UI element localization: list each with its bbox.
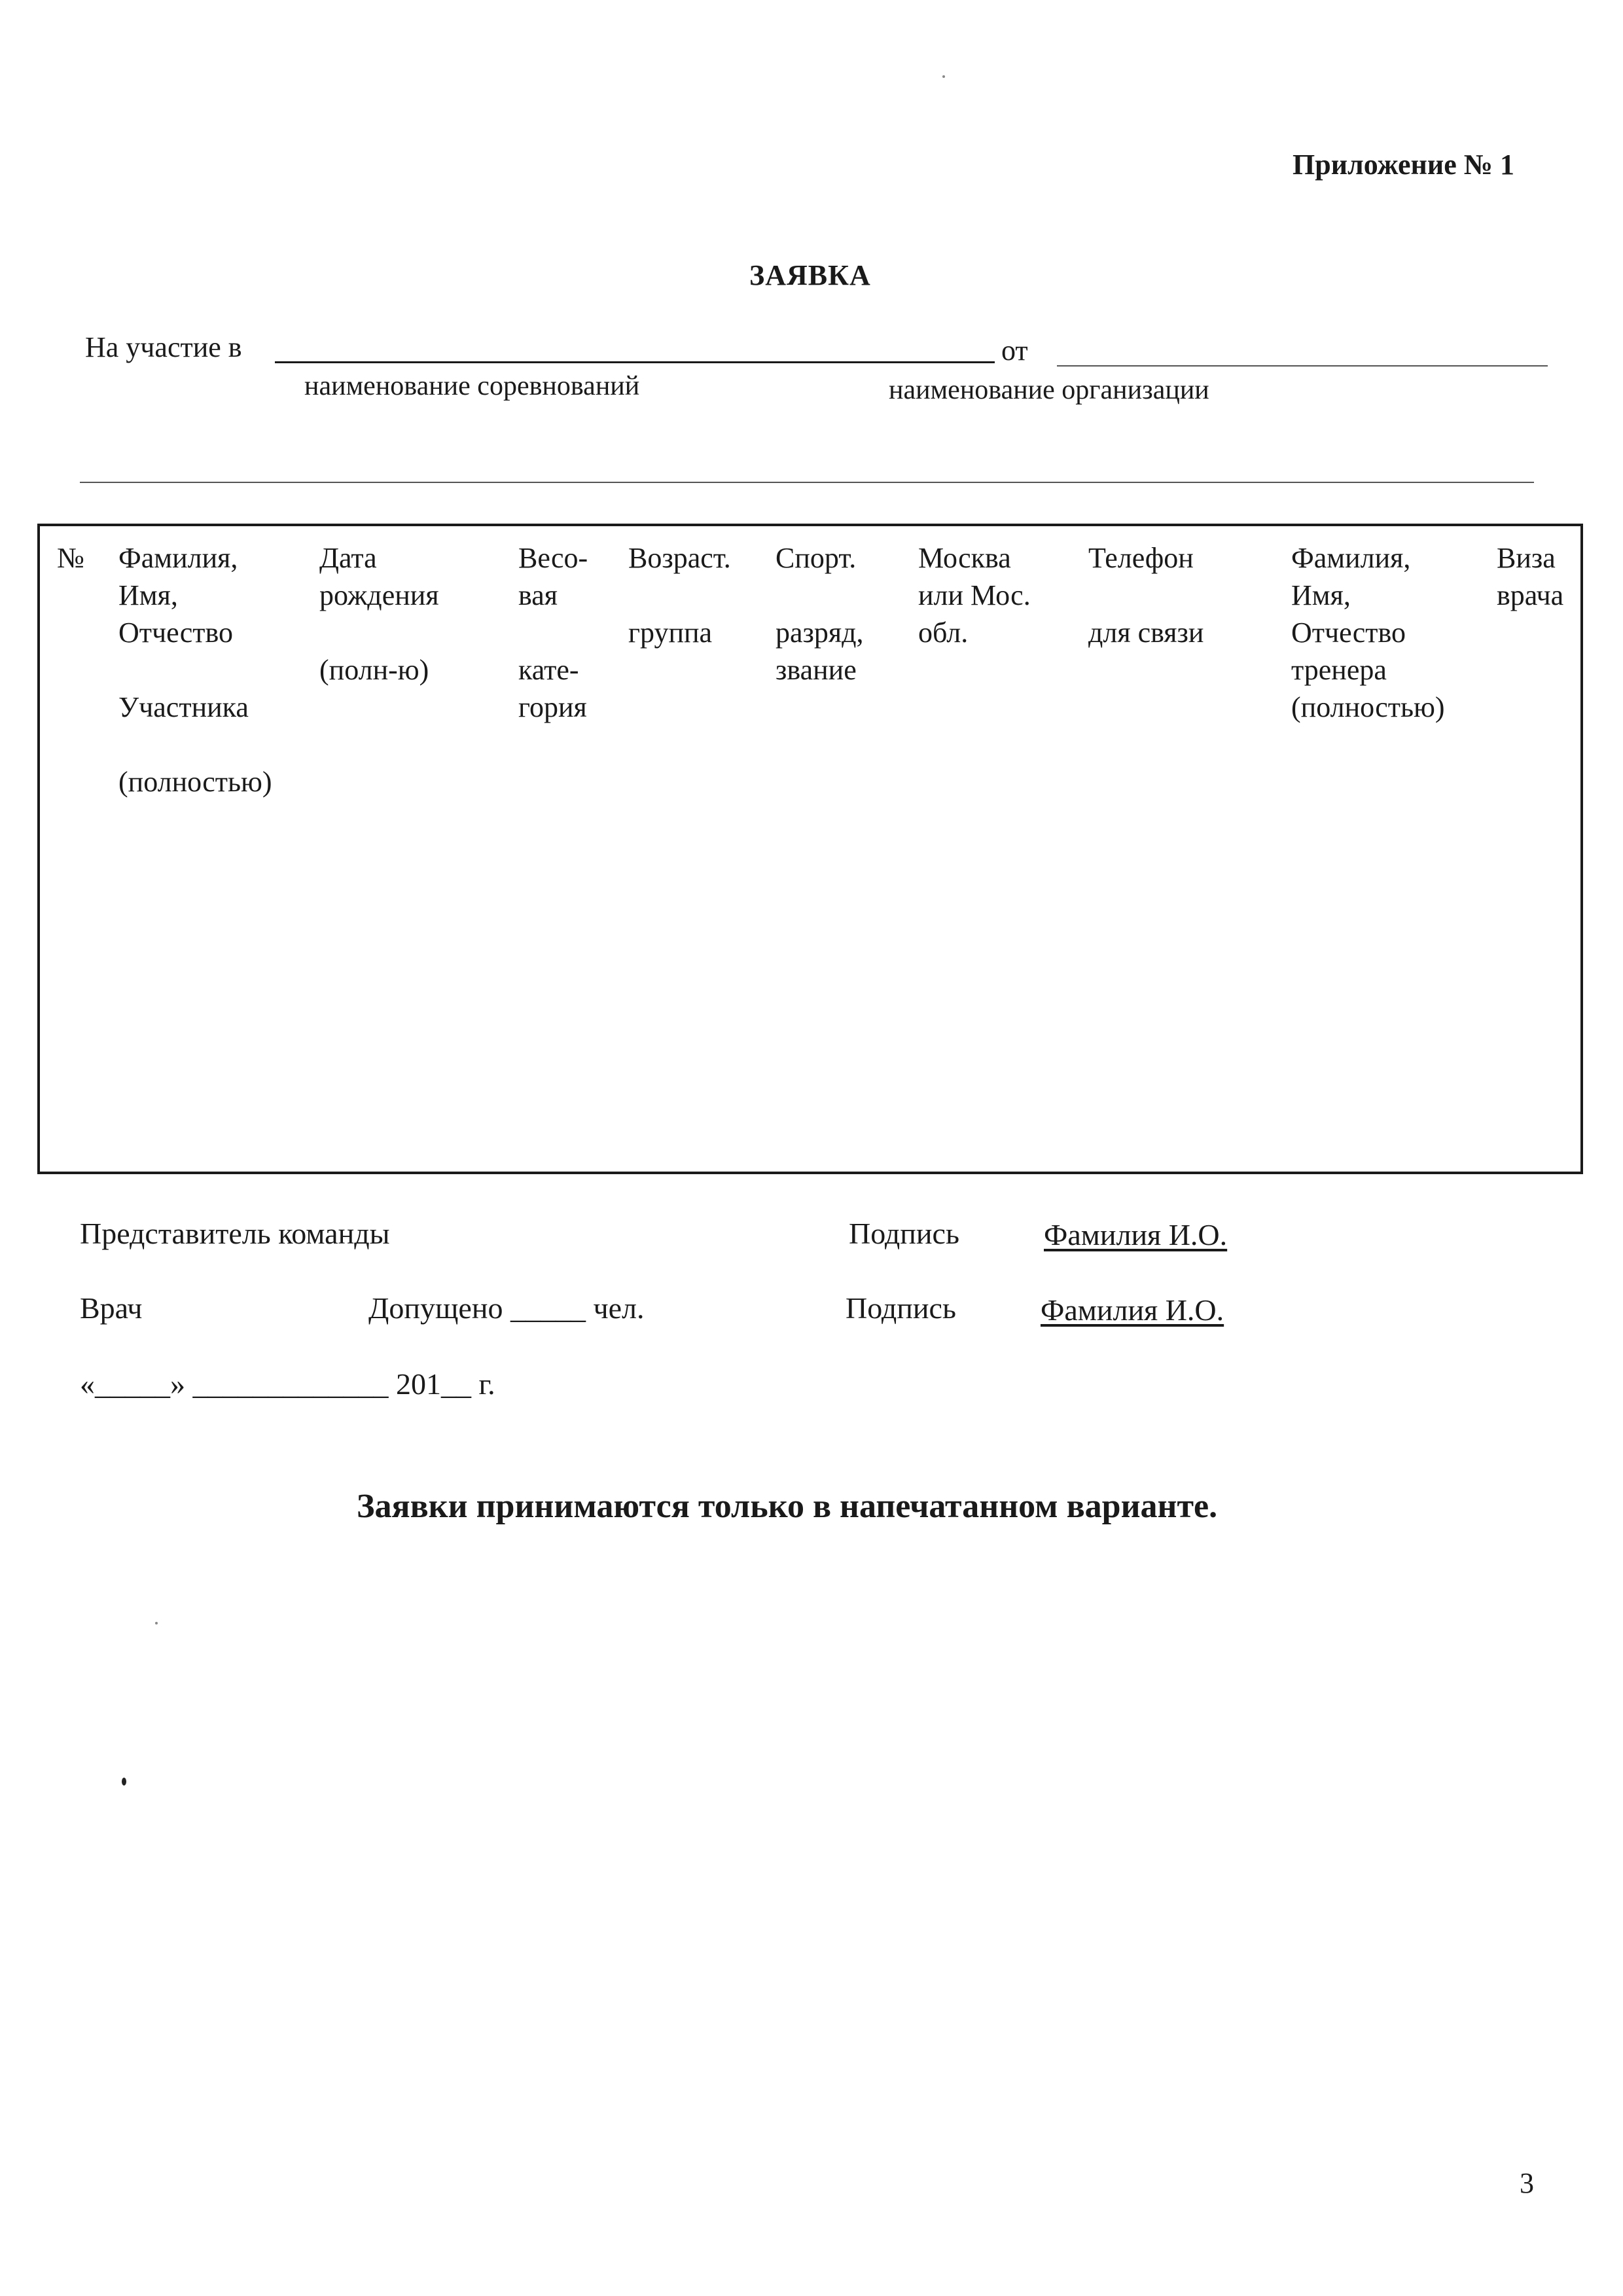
document-title: ЗАЯВКА bbox=[749, 259, 871, 291]
appendix-label: Приложение № 1 bbox=[1293, 149, 1514, 181]
representative-signature-label: Подпись bbox=[849, 1217, 959, 1250]
competition-caption: наименование соревнований bbox=[304, 371, 640, 401]
column-header-phone: Телефон для связи bbox=[1088, 542, 1204, 649]
scan-speck bbox=[942, 75, 945, 78]
column-header-region: Москва или Мос. обл. bbox=[918, 542, 1031, 649]
extra-line-field[interactable] bbox=[80, 482, 1534, 483]
scan-speck bbox=[155, 1622, 158, 1624]
team-representative-label: Представитель команды bbox=[80, 1217, 390, 1250]
from-label: от bbox=[1001, 334, 1028, 367]
column-header-number: № bbox=[57, 542, 84, 574]
column-header-sport-rank: Спорт. разряд, звание bbox=[776, 542, 864, 686]
print-only-notice: Заявки принимаются только в напечатанном варианте. bbox=[357, 1488, 1218, 1525]
participants-table bbox=[37, 524, 1583, 1174]
participation-prefix: На участие в bbox=[85, 331, 242, 363]
doctor-name-field[interactable]: Фамилия И.О. bbox=[1041, 1293, 1224, 1327]
doctor-signature-label: Подпись bbox=[846, 1291, 956, 1325]
organization-name-field[interactable] bbox=[1057, 365, 1548, 367]
column-header-birth-date: Дата рождения (полн-ю) bbox=[319, 542, 439, 686]
column-header-coach-name: Фамилия, Имя, Отчество тренера (полностью) bbox=[1291, 542, 1445, 723]
scan-speck bbox=[122, 1778, 126, 1785]
column-header-doctor-visa: Виза врача bbox=[1497, 542, 1564, 611]
doctor-label: Врач bbox=[80, 1291, 143, 1325]
date-line: «_____» _____________ 201__ г. bbox=[80, 1367, 495, 1401]
column-header-participant-name: Фамилия, Имя, Отчество Участника (полностью) bbox=[118, 542, 272, 798]
organization-caption: наименование организации bbox=[889, 375, 1209, 405]
page-number: 3 bbox=[1520, 2167, 1534, 2199]
admitted-count-label: Допущено _____ чел. bbox=[368, 1291, 645, 1325]
column-header-weight-category: Весо- вая кате- гория bbox=[518, 542, 588, 723]
competition-name-field[interactable] bbox=[275, 361, 995, 363]
representative-name-field[interactable]: Фамилия И.О. bbox=[1044, 1218, 1228, 1251]
column-header-age-group: Возраст. группа bbox=[628, 542, 731, 649]
